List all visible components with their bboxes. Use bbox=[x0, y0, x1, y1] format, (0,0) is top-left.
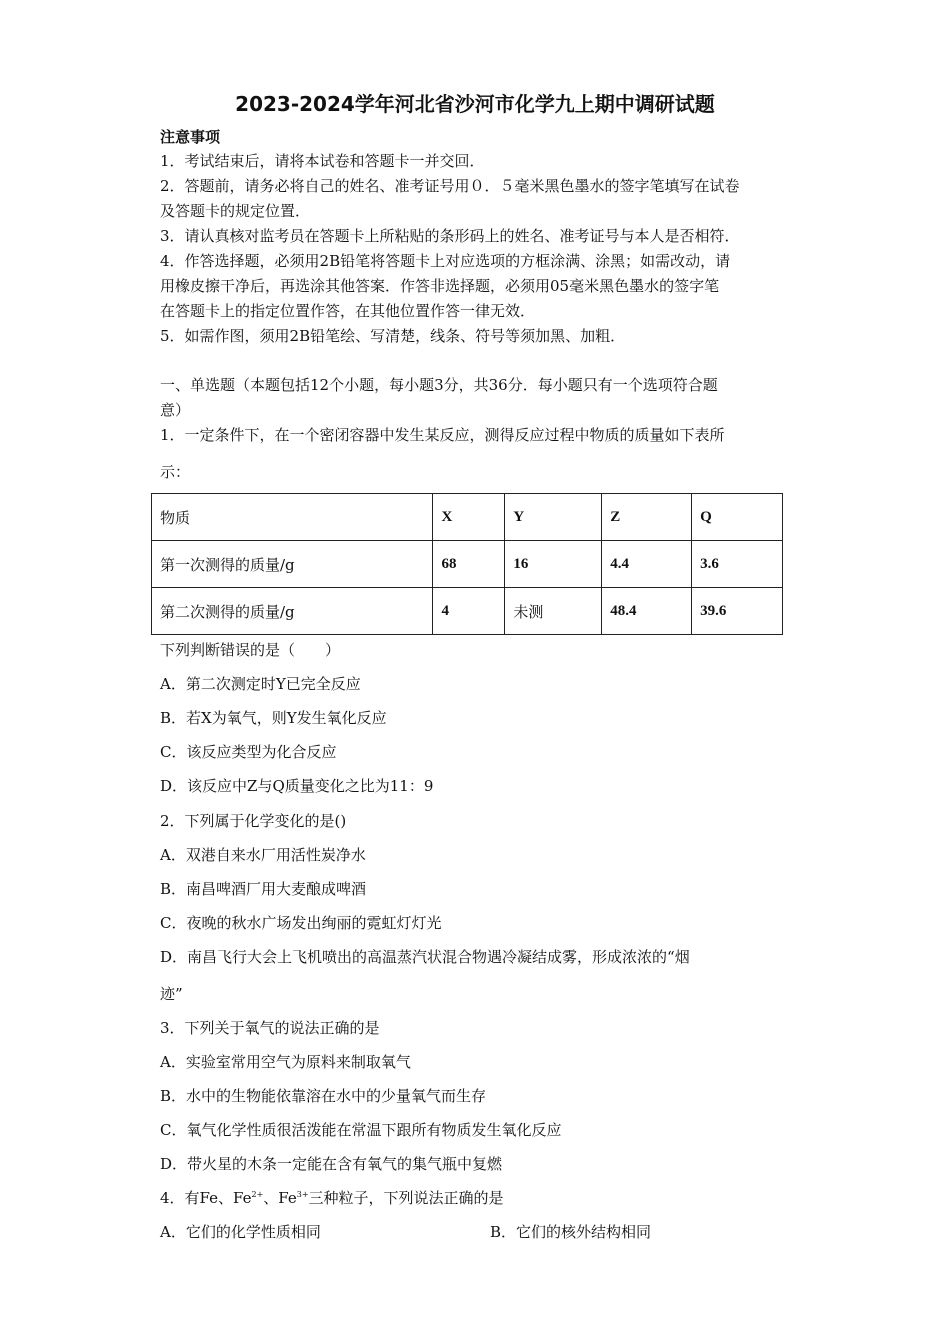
q4-stem-part: 三种粒子，下列说法正确的是 bbox=[308, 1189, 504, 1207]
table-row bbox=[152, 588, 783, 635]
q2-option-d: D．南昌飞行大会上飞机喷出的高温蒸汽状混合物遇冷凝结成雾，形成浓浓的“烟 bbox=[160, 948, 690, 966]
q4-stem-part: 4．有Fe、Fe bbox=[160, 1189, 252, 1207]
q1-option-b: B．若X为氧气，则Y发生氧化反应 bbox=[160, 709, 387, 727]
q1-option-c: C．该反应类型为化合反应 bbox=[160, 743, 337, 761]
table-cell: 3.6 bbox=[692, 541, 783, 588]
q2-option-b: B．南昌啤酒厂用大麦酿成啤酒 bbox=[160, 880, 367, 898]
table-cell: 未测 bbox=[505, 588, 602, 635]
q3-option-c: C．氧气化学性质很活泼能在常温下跟所有物质发生氧化反应 bbox=[160, 1121, 562, 1139]
table-cell: Y bbox=[505, 494, 602, 541]
q1-prompt: 下列判断错误的是（ ） bbox=[160, 641, 341, 659]
q4-option-b: B．它们的核外结构相同 bbox=[490, 1223, 652, 1241]
q1-stem: 1．一定条件下，在一个密闭容器中发生某反应，测得反应过程中物质的质量如下表所 bbox=[160, 426, 725, 444]
section-heading: 一、单选题（本题包括12个小题，每小题3分，共36分．每小题只有一个选项符合题 bbox=[160, 376, 718, 394]
q2-option-a: A．双港自来水厂用活性炭净水 bbox=[160, 846, 366, 864]
q3-option-b: B．水中的生物能依靠溶在水中的少量氧气而生存 bbox=[160, 1087, 487, 1105]
q4-stem bbox=[160, 1188, 504, 1208]
table-cell: Q bbox=[692, 494, 783, 541]
notice-line-5: 5．如需作图，须用2B铅笔绘、写清楚，线条、符号等须加黑、加粗． bbox=[160, 327, 626, 345]
notice-line-3: 3．请认真核对监考员在答题卡上所粘贴的条形码上的姓名、准考证号与本人是否相符． bbox=[160, 227, 740, 245]
table-cell: 4 bbox=[433, 588, 505, 635]
q4-option-a: A．它们的化学性质相同 bbox=[160, 1223, 321, 1241]
table-cell: 物质 bbox=[152, 494, 433, 541]
table-cell: 16 bbox=[505, 541, 602, 588]
q2-option-c: C．夜晚的秋水广场发出绚丽的霓虹灯灯光 bbox=[160, 914, 442, 932]
q3-stem: 3．下列关于氧气的说法正确的是 bbox=[160, 1019, 380, 1037]
q3-option-a: A．实验室常用空气为原料来制取氧气 bbox=[160, 1053, 411, 1071]
q1-option-d: D．该反应中Z与Q质量变化之比为11：9 bbox=[160, 777, 434, 795]
notice-line-1: 1．考试结束后，请将本试卷和答题卡一并交回． bbox=[160, 152, 485, 170]
q2-option-d-cont: 迹” bbox=[160, 985, 183, 1003]
charge-superscript: 3+ bbox=[296, 1190, 309, 1199]
q1-mass-table bbox=[151, 493, 783, 635]
charge-superscript: 2+ bbox=[251, 1190, 264, 1199]
q1-stem-cont: 示： bbox=[160, 463, 191, 481]
table-cell: 39.6 bbox=[692, 588, 783, 635]
notice-heading: 注意事项 bbox=[160, 128, 221, 146]
table-cell: 48.4 bbox=[602, 588, 692, 635]
notice-line-2-cont: 及答题卡的规定位置． bbox=[160, 202, 311, 220]
q3-option-d: D．带火星的木条一定能在含有氧气的集气瓶中复燃 bbox=[160, 1155, 503, 1173]
table-cell: 第二次测得的质量/g bbox=[152, 588, 433, 635]
notice-line-4-cont2: 在答题卡上的指定位置作答，在其他位置作答一律无效． bbox=[160, 302, 536, 320]
table-row bbox=[152, 541, 783, 588]
q1-option-a: A．第二次测定时Y已完全反应 bbox=[160, 675, 361, 693]
table-header-row bbox=[152, 494, 783, 541]
table-cell: X bbox=[433, 494, 505, 541]
notice-line-2: 2．答题前，请务必将自己的姓名、准考证号用０．５毫米黑色墨水的签字笔填写在试卷 bbox=[160, 177, 740, 195]
table-cell: 4.4 bbox=[602, 541, 692, 588]
notice-line-4-cont1: 用橡皮擦干净后，再选涂其他答案．作答非选择题，必须用05毫米黑色墨水的签字笔 bbox=[160, 277, 720, 295]
notice-line-4: 4．作答选择题，必须用2B铅笔将答题卡上对应选项的方框涂满、涂黑；如需改动，请 bbox=[160, 252, 731, 270]
section-heading-cont: 意） bbox=[160, 401, 191, 419]
table-cell: 第一次测得的质量/g bbox=[152, 541, 433, 588]
table-cell: 68 bbox=[433, 541, 505, 588]
q4-stem-part: 、Fe bbox=[263, 1189, 297, 1207]
q2-stem: 2．下列属于化学变化的是() bbox=[160, 812, 347, 830]
table-cell: Z bbox=[602, 494, 692, 541]
page-title: 2023-2024学年河北省沙河市化学九上期中调研试题 bbox=[235, 92, 715, 116]
